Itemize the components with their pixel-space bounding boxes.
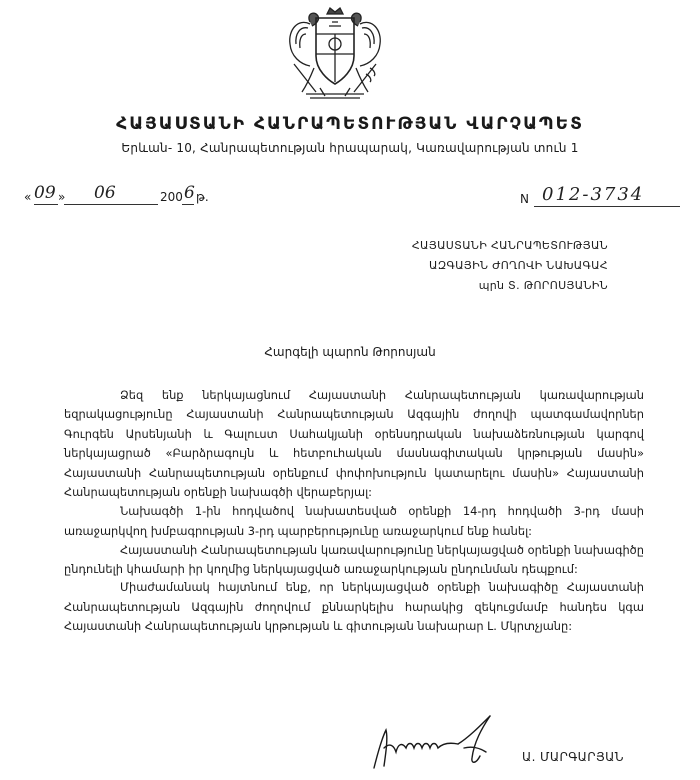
date-day: 09: [34, 183, 56, 203]
reference-underline: [534, 206, 680, 207]
date-month-underline: [64, 204, 158, 205]
letterhead-address: Երևան- 10, Հանրապետության հրապարակ, Կառավարության տուն 1: [121, 141, 579, 155]
date-year-suffix: թ.: [196, 190, 209, 204]
date-close-quote: »: [58, 190, 66, 204]
signer-name: Ա. ՄԱՐԳԱՐՅԱՆ: [522, 750, 624, 764]
date-year-underline: [182, 204, 194, 205]
body-paragraph-1: Ձեզ ենք ներկայացնում Հայաստանի Հանրապետության կառավարության եզրակացությունը Հայաստանի Հանրապետության Ազգային ժողովի պատգամավորներ Գուրգեն Արսենյանի և Գալուստ Սահակյանի օրենսդրական նախաձեռնության կարգով ներկայացրած «Բարձրագույն և հետբուհական մասնագիտական կրթության մասին» Հայաստանի Հանրապետության օրենքում փոփոխություն կատարելու մասին» Հայաստանի Հանրապետության օրենքի նախագծի վերաբերյալ:: [64, 388, 644, 500]
reference-number: [520, 184, 680, 212]
body-paragraph-2: Նախագծի 1-ին հոդվածով նախատեսված օրենքի 14-րդ հոդվածի 3-րդ մասի առաջարկվող խմբագրության 3-րդ պարբերությունը առաջարկում ենք հանել:: [64, 504, 644, 538]
letterhead-title: ՀԱՅԱՍՏԱՆԻ ՀԱՆՐԱՊԵՏՈՒԹՅԱՆ ՎԱՐՉԱՊԵՏ: [116, 114, 584, 134]
coat-of-arms-emblem: [280, 4, 390, 104]
addressee-line-3: պրն Տ. ԹՈՐՈՍՅԱՆԻՆ: [478, 279, 608, 292]
letter-body: [64, 386, 644, 636]
handwritten-signature: [368, 708, 508, 772]
date-year-digit: 6: [184, 183, 195, 203]
addressee-line-1: ՀԱՅԱՍՏԱՆԻ ՀԱՆՐԱՊԵՏՈՒԹՅԱՆ: [411, 239, 608, 252]
body-paragraph-4: Միաժամանակ հայտնում ենք, որ ներկայացված օրենքի նախագիծը Հայաստանի Հանրապետության Ազգային ժողովում քննարկելիս հարակից զեկուցմամբ հանդես կգա Հայաստանի Հանրապետության կրթության և գիտության նախարար Լ. Մկրտչյանը:: [64, 580, 644, 634]
reference-value: 012-3734: [542, 184, 645, 205]
date-year-prefix: 200: [160, 190, 183, 204]
salutation: Հարգելի պարոն Թորոսյան: [264, 345, 436, 359]
addressee-line-2: ԱԶԳԱՅԻՆ ԺՈՂՈՎԻ ՆԱԽԱԳԱՀ: [428, 259, 608, 272]
date-day-underline: [34, 204, 58, 205]
body-paragraph-3: Հայաստանի Հանրապետության կառավարությունը ներկայացված օրենքի նախագիծը ընդունելի կհամարի իր կողմից ներկայացված առաջարկության ընդունման դեպքում:: [64, 543, 644, 576]
addressee-block: [385, 236, 608, 296]
date-open-quote: «: [24, 190, 32, 204]
reference-prefix: N: [520, 192, 529, 206]
date-month: 06: [94, 183, 116, 203]
